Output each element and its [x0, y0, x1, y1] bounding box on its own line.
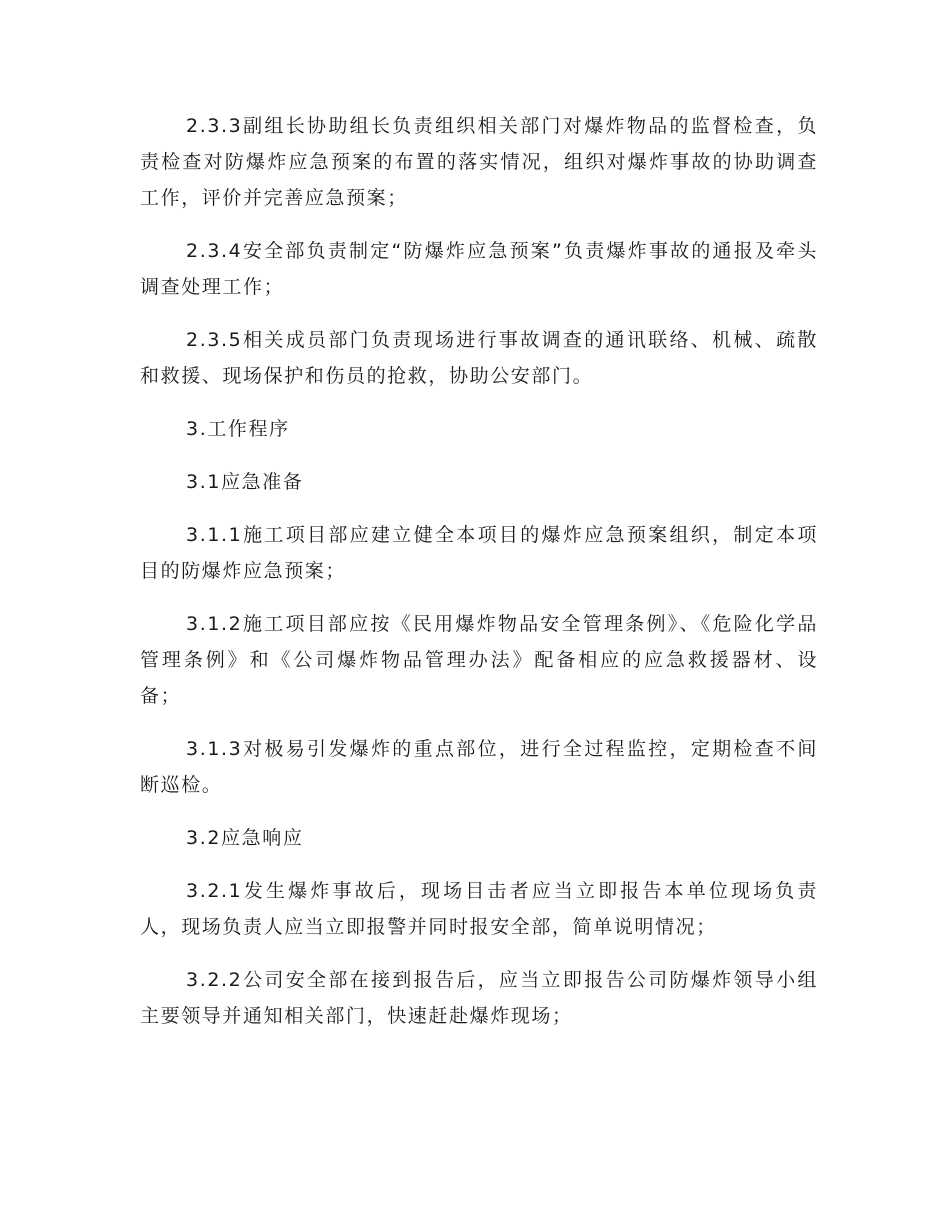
paragraph-3-1-3: 3.1.3对极易引发爆炸的重点部位，进行全过程监控，定期检查不间断巡检。: [140, 738, 818, 796]
paragraph-2-3-5: 2.3.5相关成员部门负责现场进行事故调查的通讯联络、机械、疏散和救援、现场保护和伤员的抢救，协助公安部门。: [140, 329, 818, 387]
section-heading-3-1: 3.1应急准备: [186, 471, 304, 493]
paragraph-2-3-4: 2.3.4安全部负责制定“防爆炸应急预案”负责爆炸事故的通报及牵头调查处理工作；: [140, 240, 818, 298]
paragraph-2-3-3: 2.3.3副组长协助组长负责组织相关部门对爆炸物品的监督检查，负责检查对防爆炸应急预案的布置的落实情况，组织对爆炸事故的协助调查工作，评价并完善应急预案；: [140, 115, 818, 209]
paragraph-3-1-2: 3.1.2施工项目部应按《民用爆炸物品安全管理条例》、《危险化学品管理条例》和《公司爆炸物品管理办法》配备相应的应急救援器材、设备；: [140, 613, 818, 707]
section-heading-3: 3.工作程序: [186, 418, 290, 440]
paragraph-3-1-1: 3.1.1施工项目部应建立健全本项目的爆炸应急预案组织，制定本项目的防爆炸应急预案；: [140, 524, 818, 582]
section-heading-3-2: 3.2应急响应: [186, 827, 304, 849]
paragraph-3-2-1: 3.2.1发生爆炸事故后，现场目击者应当立即报告本单位现场负责人，现场负责人应当立即报警并同时报安全部，简单说明情况；: [140, 880, 818, 938]
paragraph-3-2-2: 3.2.2公司安全部在接到报告后，应当立即报告公司防爆炸领导小组主要领导并通知相关部门，快速赶赴爆炸现场；: [140, 969, 818, 1027]
